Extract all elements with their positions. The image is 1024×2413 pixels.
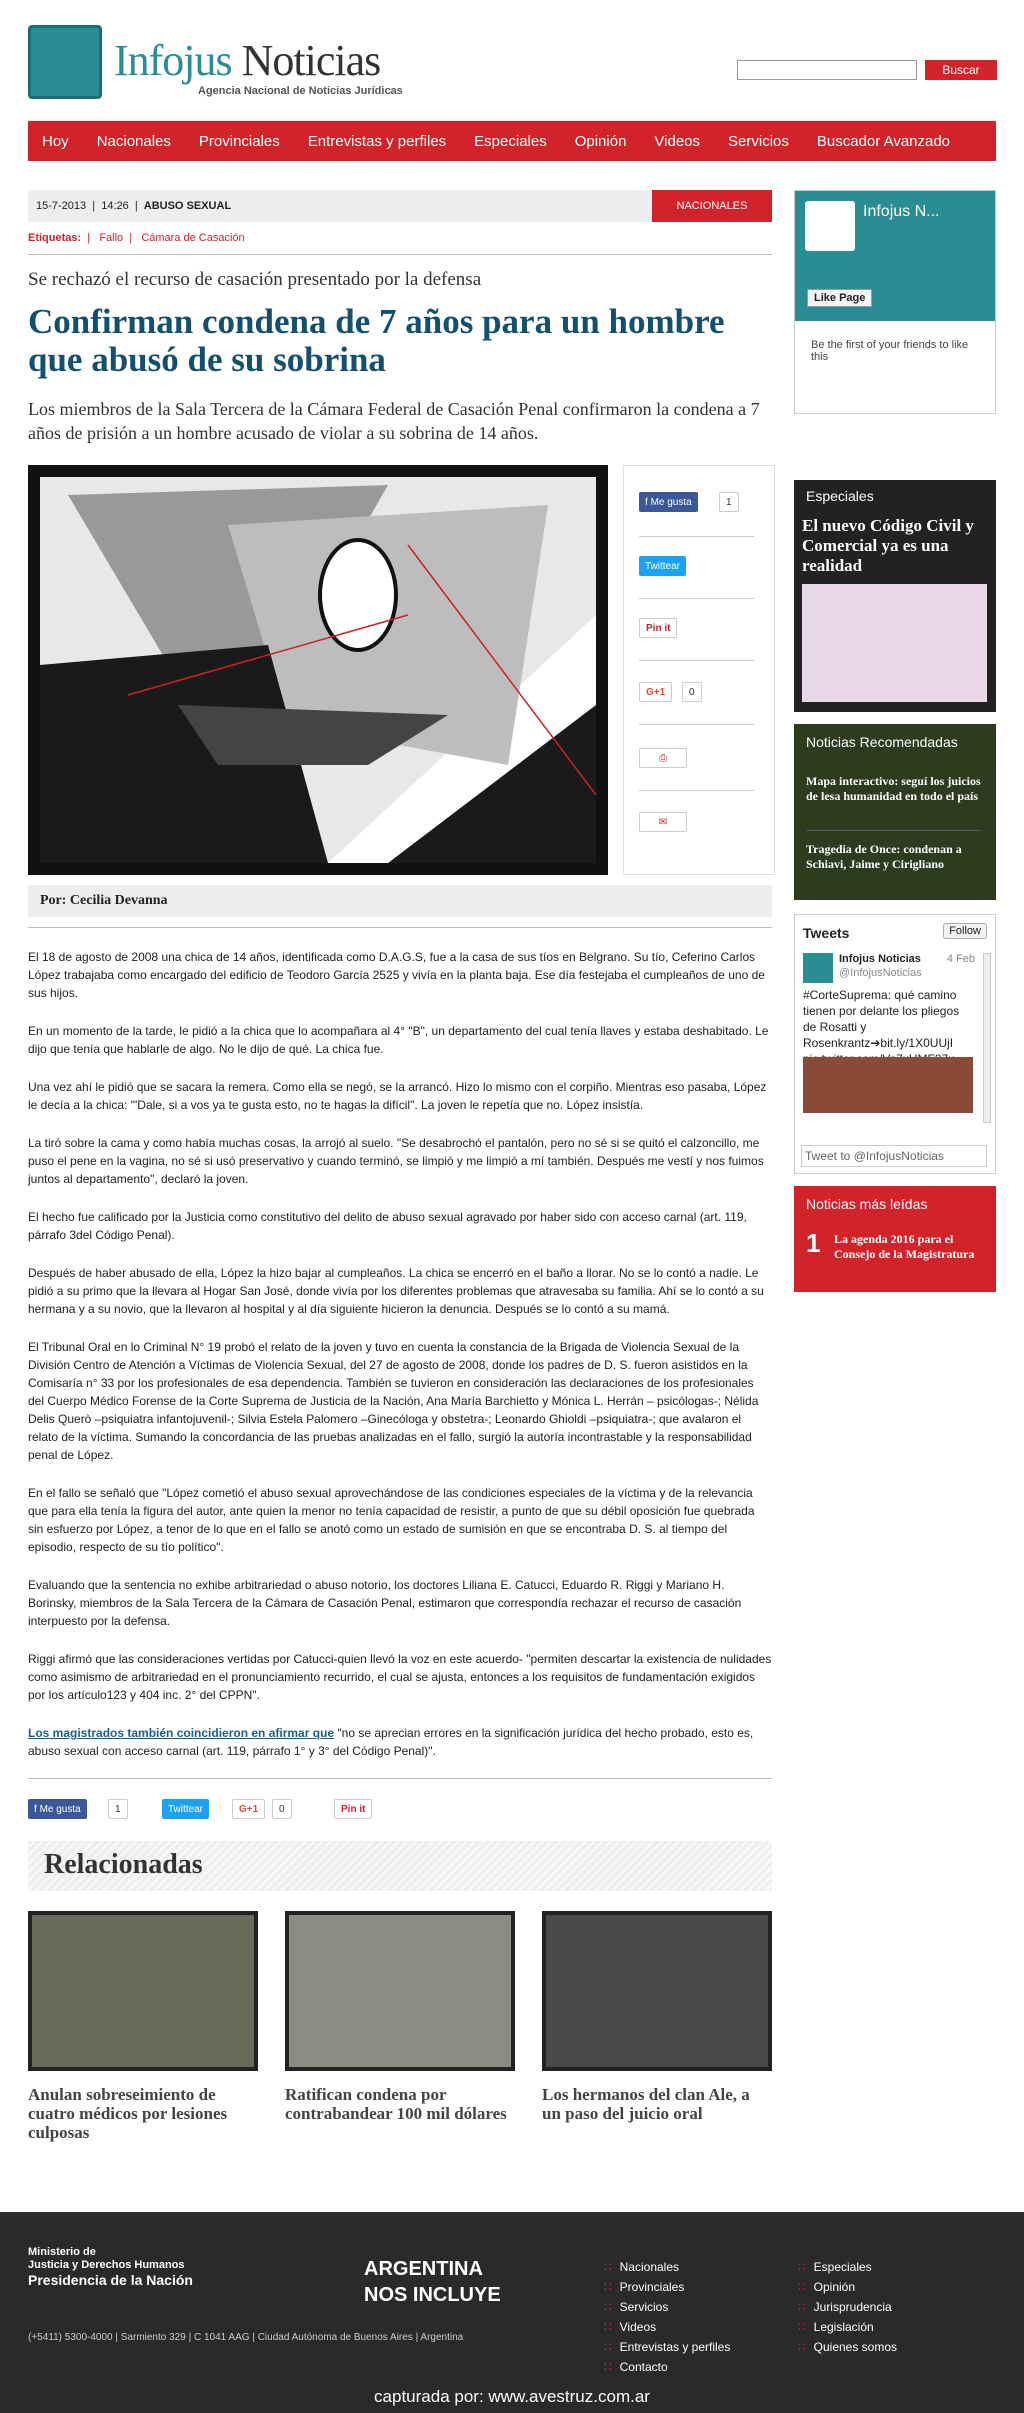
nav-entrevistas[interactable]: Entrevistas y perfiles (307, 132, 447, 150)
nav-buscador[interactable]: Buscador Avanzado (816, 132, 951, 150)
tweet-avatar (803, 953, 833, 983)
logo-main2: Noticias (241, 36, 381, 85)
nav-opinion[interactable]: Opinión (574, 132, 627, 150)
masleidas-widget (794, 1186, 996, 1292)
article-kicker: Se rechazó el recurso de casación presentado por la defensa (28, 269, 482, 290)
related-grid (28, 1911, 772, 2142)
divider (28, 254, 772, 255)
tweet-date: 4 Feb (946, 953, 975, 965)
related-image (285, 1911, 515, 2071)
tweet-author[interactable]: Infojus Noticias (839, 953, 921, 965)
tag-fallo[interactable]: Fallo (99, 232, 124, 244)
tags-label: Etiquetas: (28, 232, 82, 244)
argentina-line2: NOS INCLUYE (364, 2284, 501, 2306)
paragraph: La tiró sobre la cama y como había muchas cosas, la arrojó al suelo. "Se desabrochó el pantalón, pero no sé si se quitó el calzoncillo, me puso el pene en la vagina, no sé si usó preservativo y cuando terminó, se limpió y me limpió a mí también. Después me vestí y nos fuimos juntos al departamento", declaró la joven. (28, 1136, 764, 1186)
paragraph: Una vez ahí le pidió que se sacara la remera. Como ella se negó, se la arrancó. Hizo lo mismo con el corpiño. Mientras eso pasaba, López le decía a la chica: "'Dale, si a vos ya te gusta esto, no te hagas la difícil". La joven le repetía que no. López insistía. (28, 1080, 767, 1112)
article-category: ABUSO SEXUAL (143, 200, 232, 212)
capture-credit: capturada por: www.avestruz.com.ar (374, 2387, 650, 2406)
nav-nacionales[interactable]: Nacionales (96, 132, 171, 150)
nav-especiales[interactable]: Especiales (474, 132, 547, 150)
fb-icon: f (645, 496, 651, 508)
ministry-line1: Ministerio de (28, 2246, 96, 2258)
article-media (28, 465, 772, 875)
bottom-share-bar (28, 1797, 772, 1821)
article (28, 190, 772, 2142)
facebook-widget (794, 190, 996, 414)
paragraph: El 18 de agosto de 2008 una chica de 14 años, identificada como D.A.G.S, fue a la casa de sus tíos en Belgrano. Su tío, Ceferino Carlos López trabajaba como encargado del edificio de Teodoro García 2525 y vivía en la planta baja. Ese día festejaba el cumpleaños de uno de sus hijos. (28, 950, 765, 1000)
related-item[interactable] (542, 1911, 772, 2142)
footer-link[interactable]: ∷ Opinión (798, 2280, 897, 2294)
related-caption[interactable]: Los hermanos del clan Ale, a un paso del juicio oral (542, 2085, 750, 2123)
nav-hoy[interactable]: Hoy (42, 132, 69, 150)
logo-main: Infojus (114, 36, 232, 85)
footer-link[interactable]: ∷ Provinciales (604, 2280, 730, 2294)
article-image (28, 465, 608, 875)
footer-link[interactable]: ∷ Legislación (798, 2320, 897, 2334)
related-caption[interactable]: Ratifican condena por contrabandear 100 mil dólares (285, 2085, 507, 2123)
tweet-handle: @InfojusNoticias (839, 967, 922, 979)
logo-subtitle: Agencia Nacional de Noticias Jurídicas (198, 85, 403, 97)
gplus-count-bottom: 0 (272, 1799, 292, 1819)
section-badge[interactable]: NACIONALES (652, 190, 772, 222)
recomendada-item[interactable]: Tragedia de Once: condenan a Schiavi, Jaime y Cirigliano (806, 842, 962, 871)
related-item[interactable] (28, 1911, 258, 2142)
especiales-widget[interactable] (794, 480, 996, 712)
fb-page-logo-icon (805, 201, 855, 251)
nav-videos[interactable]: Videos (654, 132, 701, 150)
tweet-image (803, 1057, 973, 1113)
site-logo[interactable] (28, 25, 408, 100)
illustration-svg (28, 465, 608, 875)
especiales-headline[interactable]: El nuevo Código Civil y Comercial ya es una realidad (802, 516, 974, 575)
recomendada-item[interactable]: Mapa interactivo: seguí los juicios de lesa humanidad en todo el país (806, 774, 981, 803)
article-meta: 15-7-2013 | 14:26 | ABUSO SEXUAL NACIONALES (28, 190, 772, 222)
footer-link[interactable]: ∷ Entrevistas y perfiles (604, 2340, 730, 2354)
fb-like-page-button[interactable]: Like Page (807, 289, 872, 307)
footer-link[interactable]: ∷ Quienes somos (798, 2340, 897, 2354)
twitter-widget (794, 914, 996, 1174)
tweet-to-input[interactable]: Tweet to @InfojusNoticias (801, 1145, 987, 1167)
email-icon: ✉ (658, 816, 668, 828)
especiales-image (802, 584, 987, 702)
presidency[interactable]: Presidencia de la Nación (28, 2272, 193, 2288)
paragraph: En un momento de la tarde, le pidió a la chica que lo acompañara al 4° "B", un departamento del cual tenía llaves y estaba deshabitado. Le dijo que tenía que hablarle de algo. No le dijo de qué. La chica fue. (28, 1024, 769, 1056)
masleidas-title: Noticias más leídas (806, 1196, 928, 1212)
print-button[interactable] (639, 748, 687, 768)
footer-link[interactable]: ∷ Jurisprudencia (798, 2300, 897, 2314)
article-date: 15-7-2013 (36, 200, 87, 212)
paragraph-tail: "no se aprecian errores en la significación jurídica del hecho probado, esto es, abuso sexual con acceso carnal (art. 119, párrafo 1° y 3° del Código Penal)". (28, 1726, 754, 1758)
fb-icon: f (34, 1803, 40, 1815)
masleidas-number: 1 (806, 1228, 821, 1258)
gplus-count: 0 (682, 682, 702, 702)
logo-badge-icon (28, 25, 102, 99)
argentina-line1: ARGENTINA (364, 2258, 483, 2280)
related-caption[interactable]: Anulan sobreseimiento de cuatro médicos por lesiones culposas (28, 2085, 228, 2142)
tweets-title: Tweets (803, 925, 850, 941)
tweet-button-bottom[interactable]: Twittear (162, 1799, 209, 1819)
footer-link[interactable]: ∷ Contacto (604, 2360, 730, 2374)
fb-count: 1 (719, 492, 739, 512)
tag-casacion[interactable]: Cámara de Casación (141, 232, 245, 244)
footer-address: (+5411) 5300-4000 | Sarmiento 329 | C 1041 AAG | Ciudad Autónoma de Buenos Aires | Argentina (28, 2332, 464, 2343)
article-lead: Los miembros de la Sala Tercera de la Cámara Federal de Casación Penal confirmaron la condena a 7 años de prisión a un hombre acusado de violar a su sobrina de 14 años. (28, 399, 760, 443)
paragraph: Evaluando que la sentencia no exhibe arbitrariedad o abuso notorio, los doctores Liliana E. Catucci, Eduardo R. Riggi y Mariano H. Borinsky, miembros de la Sala Tercera de la Cámara de Casación Penal, estimaron que correspondía rechazar el recurso de casación interpuesto por la defensa. (28, 1578, 742, 1628)
recomendadas-title: Noticias Recomendadas (806, 734, 958, 750)
paragraph: El Tribunal Oral en lo Criminal N° 19 probó el relato de la joven y tuvo en cuenta la constancia de la Brigada de Violencia Sexual de la División Centro de Atención a Víctimas de Violencia Sexual, del 27 de agosto de 2008, donde los padres de D. S. fueron asistidos en la Comisaría n° 33 por los profesionales de esa dependencia. También se tuvieron en consideración las declaraciones de los profesionales del Cuerpo Médico Forense de la Corte Suprema de Justicia de la Nación, Ana María Barchietto y Mónica L. Herrán – psicólogas-; Nélida Delis Querò –psiquiatra infantojuvenil-; Silvia Estela Palomero –Ginecóloga y obstetra-; Leonardo Ghioldi –psiquiatra-; que avalaron el relato de la víctima. Sumando la concordancia de las pruebas analizadas en el fallo, surgió la autoría incontrastable y la responsabilidad penal de López. (28, 1340, 759, 1462)
tags: Etiquetas: | Fallo | Cámara de Casación (28, 232, 245, 244)
site-header (0, 0, 1024, 125)
paragraph: Después de haber abusado de ella, López la hizo bajar al cumpleaños. La chica se encerró en el baño a llorar. No se lo contó a nadie. Le pidió a su primo que la llevara al Hogar San José, donde vivía por los diferentes problemas que atravesaba su familia. Ahí se lo contó a su hermana y a su novio, que la llevaron al hospital y al día siguiente hicieron la denuncia. Después se lo contó a su mamá. (28, 1266, 764, 1316)
gplus-button[interactable]: G+1 (639, 682, 672, 702)
fb-friends-text: Be the first of your friends to like this (811, 339, 969, 363)
article-author: Por: Cecilia Devanna (28, 885, 772, 917)
footer-link[interactable]: ∷ Especiales (798, 2260, 897, 2274)
nav-provinciales[interactable]: Provinciales (198, 132, 280, 150)
main-nav (28, 121, 996, 161)
search-input[interactable] (737, 60, 917, 80)
article-title: Confirman condena de 7 años para un hombre que abusó de su sobrina (28, 302, 725, 379)
related-image (28, 1911, 258, 2071)
ministry-line2: Justicia y Derechos Humanos (28, 2259, 185, 2271)
related-image (542, 1911, 772, 2071)
footer-link[interactable]: ∷ Servicios (604, 2300, 730, 2314)
recomendadas-widget (794, 724, 996, 900)
print-icon: ⎙ (659, 752, 667, 764)
related-item[interactable] (285, 1911, 515, 2142)
masleidas-item[interactable]: La agenda 2016 para el Consejo de la Magistratura (834, 1232, 975, 1261)
pinit-button-bottom[interactable]: Pin it (334, 1799, 372, 1819)
twitter-follow-button[interactable]: Follow (943, 923, 987, 939)
fb-page-name[interactable]: Infojus N... (863, 203, 940, 220)
especiales-title: Especiales (806, 488, 874, 504)
sidebar (794, 190, 996, 1292)
inline-link[interactable]: Los magistrados también coincidieron en afirmar que (28, 1726, 335, 1740)
site-footer (0, 2212, 1024, 2413)
footer-links-col2 (798, 2260, 897, 2360)
footer-link[interactable]: ∷ Nacionales (604, 2260, 730, 2274)
fb-like-button-bottom[interactable]: f Me gusta (28, 1799, 87, 1819)
pinit-button[interactable]: Pin it (639, 618, 677, 638)
tweet-text: #CorteSuprema: qué camino tienen por delante los pliegos de Rosatti y Rosenkrantz➔bit.ly/1X0UUjI (803, 988, 960, 1050)
article-time: 14:26 (101, 200, 129, 212)
tweet-button[interactable]: Twittear (639, 556, 686, 576)
paragraph: El hecho fue calificado por la Justicia como constitutivo del delito de abuso sexual agravado por haber sido con acceso carnal (art. 119, párrafo 3del Código Penal). (28, 1210, 747, 1242)
tweet-scrollbar[interactable] (983, 953, 991, 1123)
paragraph: En el fallo se señaló que "López cometió el abuso sexual aprovechándose de las condiciones especiales de la víctima y de la relevancia que para ella tenía la figura del autor, ante quien la menor no tenía capacidad de resistir, a punto de que su débil oposición fue quebrada sin esfuerzo por López, a tenor de lo que en el fallo se anotó como un estado de sumisión en que se encontraba D. S. al tiempo del episodio, respecto de su tío político". (28, 1486, 755, 1554)
fb-count-bottom: 1 (108, 1799, 128, 1819)
nav-servicios[interactable]: Servicios (728, 132, 789, 150)
related-title: Relacionadas (28, 1841, 772, 1891)
gplus-button-bottom[interactable]: G+1 (232, 1799, 265, 1819)
fb-like-button[interactable]: f Me gusta (639, 492, 698, 512)
article-body (28, 948, 772, 1760)
share-panel (623, 465, 775, 875)
paragraph: Riggi afirmó que las consideraciones vertidas por Catucci-quien llevó la voz en este acuerdo- "permiten descartar la existencia de nulidades como asimismo de arbitrariedad en el pronunciamiento recurrido, el cual se ajusta, entonces a los requisitos de fundamentación exigidos por los artículo123 y 404 inc. 2° del CPPN". (28, 1652, 772, 1702)
footer-link[interactable]: ∷ Videos (604, 2320, 730, 2334)
search-button[interactable]: Buscar (925, 60, 997, 80)
email-button[interactable] (639, 812, 687, 832)
footer-links-col1 (604, 2260, 730, 2380)
